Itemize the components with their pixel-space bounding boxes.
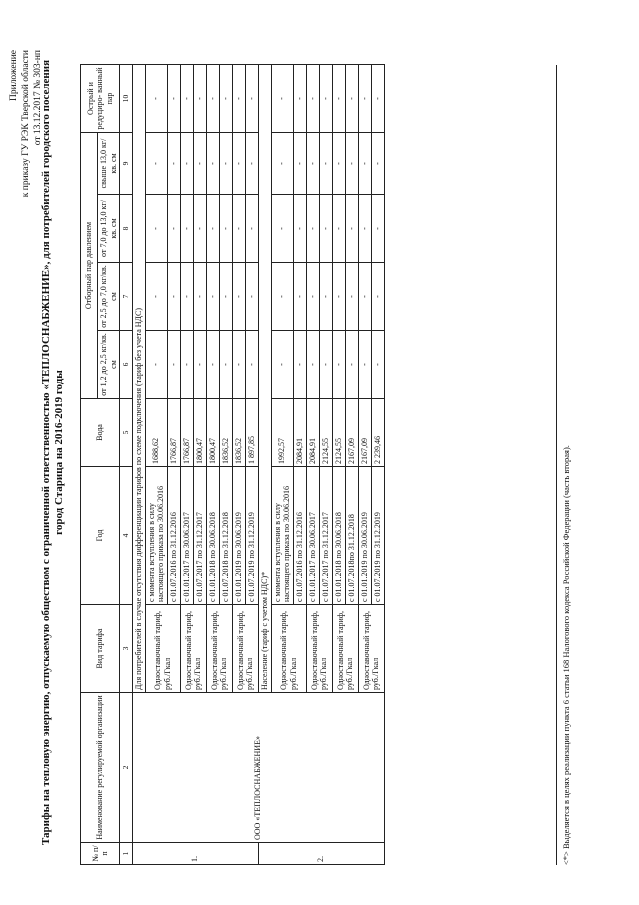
header-sharp-steam: Острый и редуциро- ванный пар bbox=[81, 65, 120, 133]
empty-value: - bbox=[293, 195, 306, 263]
empty-value: - bbox=[345, 65, 358, 133]
water-tariff: 2 239,46 bbox=[371, 399, 384, 467]
empty-value: - bbox=[319, 195, 332, 263]
empty-value: - bbox=[332, 263, 345, 331]
header-pressure-3: от 7,0 до 13,0 кг/кв. см bbox=[98, 195, 120, 263]
water-tariff: 2084,91 bbox=[306, 399, 319, 467]
period: с 01.07.2018 по 31.12.2018 bbox=[219, 467, 232, 605]
period: с 01.07.2017 по 31.12.2017 bbox=[319, 467, 332, 605]
empty-value: - bbox=[180, 65, 193, 133]
period: с 01.01.2019 по 30.06.2019 bbox=[232, 467, 245, 605]
empty-value: - bbox=[245, 331, 258, 399]
empty-value: - bbox=[345, 331, 358, 399]
empty-value: - bbox=[332, 65, 345, 133]
period: с 01.07.2017 по 31.12.2017 bbox=[193, 467, 206, 605]
empty-value: - bbox=[232, 195, 245, 263]
empty-value: - bbox=[371, 133, 384, 195]
water-tariff: 1688,62 bbox=[145, 399, 167, 467]
period: с 01.07.2018по 31.12.2018 bbox=[345, 467, 358, 605]
empty-value: - bbox=[219, 195, 232, 263]
header-pressure-1: от 1,2 до 2,5 кг/кв. см bbox=[98, 331, 120, 399]
period: с 01.01.2019 по 30.06.2019 bbox=[358, 467, 371, 605]
empty-value: - bbox=[206, 133, 219, 195]
period: с 01.07.2016 по 31.12.2016 bbox=[167, 467, 180, 605]
empty-value: - bbox=[193, 195, 206, 263]
empty-value: - bbox=[271, 263, 293, 331]
water-tariff: 1836,52 bbox=[219, 399, 232, 467]
empty-value: - bbox=[319, 263, 332, 331]
water-tariff: 1800,47 bbox=[193, 399, 206, 467]
empty-value: - bbox=[219, 133, 232, 195]
section-row bbox=[132, 65, 145, 865]
empty-value: - bbox=[232, 331, 245, 399]
water-tariff: 1800,47 bbox=[206, 399, 219, 467]
empty-value: - bbox=[145, 331, 167, 399]
column-number: 8 bbox=[120, 195, 133, 263]
tariff-table-wrapper bbox=[80, 65, 385, 865]
empty-value: - bbox=[332, 331, 345, 399]
tariff-type: Одноставочный тариф, руб./Гкал bbox=[180, 605, 206, 693]
section-number: 1. bbox=[132, 843, 258, 865]
period: с 01.07.2019 по 31.12.2019 bbox=[371, 467, 384, 605]
period: с 01.01.2017 по 30.06.2017 bbox=[180, 467, 193, 605]
period: с 01.01.2018 по 30.06.2018 bbox=[332, 467, 345, 605]
empty-value: - bbox=[232, 263, 245, 331]
empty-value: - bbox=[306, 331, 319, 399]
empty-value: - bbox=[206, 195, 219, 263]
empty-value: - bbox=[232, 65, 245, 133]
period: с 01.07.2019 по 31.12.2019 bbox=[245, 467, 258, 605]
header-year: Год bbox=[81, 467, 120, 605]
empty-value: - bbox=[145, 65, 167, 133]
empty-value: - bbox=[332, 195, 345, 263]
empty-value: - bbox=[293, 65, 306, 133]
footnote-text: <*> Выделяется в целях реализации пункта 6 статьи 168 Налогового кодекса Российской Федерации (часть вторая). bbox=[561, 445, 571, 865]
tariff-type: Одноставочный тариф, руб./Гкал bbox=[306, 605, 332, 693]
header-pressure-2: от 2,5 до 7,0 кг/кв. см bbox=[98, 263, 120, 331]
empty-value: - bbox=[319, 331, 332, 399]
empty-value: - bbox=[219, 65, 232, 133]
water-tariff: 2124,55 bbox=[319, 399, 332, 467]
empty-value: - bbox=[206, 65, 219, 133]
empty-value: - bbox=[371, 195, 384, 263]
tariff-type: Одноставочный тариф, руб./Гкал bbox=[358, 605, 384, 693]
empty-value: - bbox=[371, 263, 384, 331]
empty-value: - bbox=[145, 195, 167, 263]
header-pressure-4: свыше 13,0 кг/кв. см bbox=[98, 133, 120, 195]
empty-value: - bbox=[358, 263, 371, 331]
appendix-block bbox=[8, 50, 44, 310]
empty-value: - bbox=[371, 331, 384, 399]
appendix-line: к приказу ГУ РЭК Тверской области bbox=[21, 50, 31, 198]
water-tariff: 1836,52 bbox=[232, 399, 245, 467]
empty-value: - bbox=[180, 133, 193, 195]
empty-value: - bbox=[371, 65, 384, 133]
tariff-type: Одноставочный тариф, руб./Гкал bbox=[271, 605, 306, 693]
empty-value: - bbox=[193, 331, 206, 399]
empty-value: - bbox=[306, 263, 319, 331]
appendix-line: от 13.12.2017 № 303-нп bbox=[33, 50, 43, 146]
empty-value: - bbox=[358, 331, 371, 399]
empty-value: - bbox=[245, 195, 258, 263]
table-body bbox=[120, 65, 385, 865]
section-label: Для потребителей в случае отсутствия дифференциации тарифов по схеме подключения (тариф без учета НДС) bbox=[132, 65, 145, 693]
empty-value: - bbox=[332, 133, 345, 195]
period: с 01.07.2016 по 31.12.2016 bbox=[293, 467, 306, 605]
document-title: Тарифы на тепловую энергию, отпускаемую обществом с ограниченной ответственностью «ТЕПЛОСНАБЖЕНИЕ», для потребителей городского поселения город Старица на 2016-2019 годы bbox=[40, 59, 65, 846]
tariff-type: Одноставочный тариф, руб./Гкал bbox=[232, 605, 258, 693]
empty-value: - bbox=[232, 133, 245, 195]
header-num: № п/ п bbox=[81, 843, 120, 865]
water-tariff: 2167,09 bbox=[345, 399, 358, 467]
tariff-type: Одноставочный тариф, руб./Гкал bbox=[145, 605, 180, 693]
column-number: 4 bbox=[120, 467, 133, 605]
tariff-type: Одноставочный тариф, руб./Гкал bbox=[206, 605, 232, 693]
empty-value: - bbox=[180, 331, 193, 399]
tariff-type: Одноставочный тариф, руб./Гкал bbox=[332, 605, 358, 693]
empty-value: - bbox=[319, 133, 332, 195]
water-tariff: 2167,09 bbox=[358, 399, 371, 467]
empty-value: - bbox=[293, 331, 306, 399]
period: с 01.01.2018 по 30.06.2018 bbox=[206, 467, 219, 605]
empty-value: - bbox=[271, 195, 293, 263]
section-label: Население (тариф с учетом НДС)* bbox=[258, 65, 271, 693]
water-tariff: 1766,87 bbox=[180, 399, 193, 467]
water-tariff: 2124,55 bbox=[332, 399, 345, 467]
column-number: 3 bbox=[120, 605, 133, 693]
column-number: 9 bbox=[120, 133, 133, 195]
column-number-row bbox=[120, 65, 133, 865]
empty-value: - bbox=[245, 133, 258, 195]
empty-value: - bbox=[180, 195, 193, 263]
empty-value: - bbox=[219, 263, 232, 331]
empty-value: - bbox=[306, 133, 319, 195]
period: с момента вступления в силу настоящего приказа по 30.06.2016 bbox=[271, 467, 293, 605]
period: с 01.01.2017 по 30.06.2017 bbox=[306, 467, 319, 605]
empty-value: - bbox=[245, 263, 258, 331]
footnote bbox=[556, 65, 571, 865]
header-water: Вода bbox=[81, 399, 120, 467]
empty-value: - bbox=[271, 65, 293, 133]
empty-value: - bbox=[145, 263, 167, 331]
water-tariff: 2084,91 bbox=[293, 399, 306, 467]
empty-value: - bbox=[193, 133, 206, 195]
empty-value: - bbox=[206, 331, 219, 399]
empty-value: - bbox=[193, 263, 206, 331]
empty-value: - bbox=[293, 263, 306, 331]
column-number: 5 bbox=[120, 399, 133, 467]
empty-value: - bbox=[245, 65, 258, 133]
column-number: 10 bbox=[120, 65, 133, 133]
section-number: 2. bbox=[258, 843, 384, 865]
tariff-table bbox=[80, 64, 385, 865]
empty-value: - bbox=[167, 263, 180, 331]
column-number: 2 bbox=[120, 693, 133, 843]
empty-value: - bbox=[219, 331, 232, 399]
column-number: 7 bbox=[120, 263, 133, 331]
empty-value: - bbox=[345, 263, 358, 331]
header-steam-group: Отборный пар давлением bbox=[81, 133, 98, 399]
empty-value: - bbox=[145, 133, 167, 195]
empty-value: - bbox=[193, 65, 206, 133]
empty-value: - bbox=[180, 263, 193, 331]
empty-value: - bbox=[306, 65, 319, 133]
column-number: 1 bbox=[120, 843, 133, 865]
water-tariff: 1 897,85 bbox=[245, 399, 258, 467]
header-tariff-type: Вид тарифа bbox=[81, 605, 120, 693]
empty-value: - bbox=[345, 195, 358, 263]
empty-value: - bbox=[167, 65, 180, 133]
empty-value: - bbox=[345, 133, 358, 195]
empty-value: - bbox=[319, 65, 332, 133]
empty-value: - bbox=[358, 195, 371, 263]
header-org: Наименование регулируемой организации bbox=[81, 693, 120, 843]
empty-value: - bbox=[206, 263, 219, 331]
period: с момента вступления в силу настоящего приказа по 30.06.2016 bbox=[145, 467, 167, 605]
empty-value: - bbox=[167, 133, 180, 195]
empty-value: - bbox=[271, 331, 293, 399]
empty-value: - bbox=[167, 331, 180, 399]
empty-value: - bbox=[271, 133, 293, 195]
empty-value: - bbox=[358, 65, 371, 133]
organization-name: ООО «ТЕПЛОСНАБЖЕНИЕ» bbox=[132, 693, 384, 843]
empty-value: - bbox=[306, 195, 319, 263]
column-number: 6 bbox=[120, 331, 133, 399]
empty-value: - bbox=[167, 195, 180, 263]
water-tariff: 1766,87 bbox=[167, 399, 180, 467]
water-tariff: 1992,57 bbox=[271, 399, 293, 467]
empty-value: - bbox=[358, 133, 371, 195]
empty-value: - bbox=[293, 133, 306, 195]
appendix-line: Приложение bbox=[9, 50, 19, 101]
